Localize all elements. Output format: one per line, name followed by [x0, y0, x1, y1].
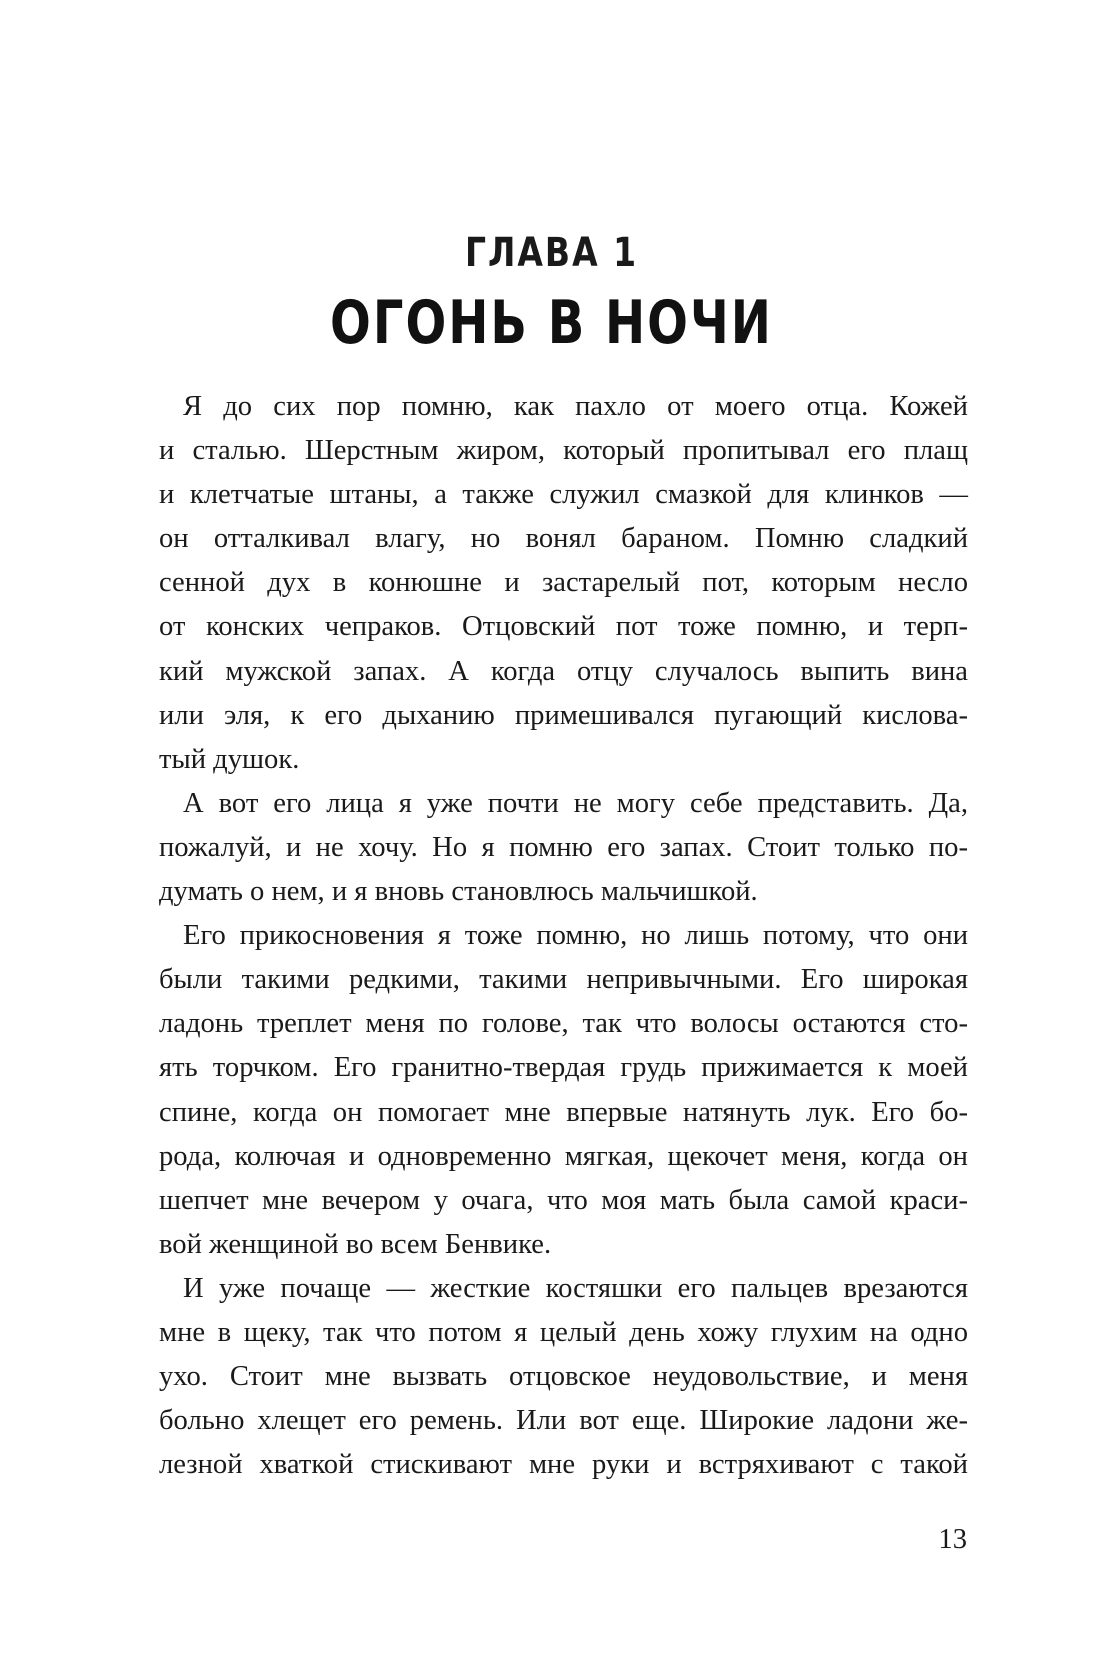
text-line: сенной дух в конюшне и застарелый пот, которым несло: [159, 567, 968, 599]
text-line: были такими редкими, такими непривычными. Его широкая: [159, 964, 968, 996]
text-line: лезной хваткой стискивают мне руки и встряхивают с такой: [159, 1449, 968, 1481]
paragraph: [159, 1267, 968, 1487]
paragraph: [159, 914, 968, 1267]
text-line: больно хлещет его ремень. Или вот еще. Широкие ладони же-: [159, 1405, 968, 1437]
text-line: мне в щеку, так что потом я целый день хожу глухим на одно: [159, 1316, 968, 1348]
text-line: Я до сих пор помню, как пахло от моего отца. Кожей: [183, 391, 968, 422]
body-text: [159, 385, 968, 1487]
text-line: рода, колючая и одновременно мягкая, щекочет меня, когда он: [159, 1140, 968, 1172]
paragraph: [159, 782, 968, 914]
text-line: спине, когда он помогает мне впервые натянуть лук. Его бо-: [159, 1096, 968, 1128]
text-line: тый душок.: [159, 743, 300, 775]
text-line: И уже почаще — жесткие костяшки его пальцев врезаются: [183, 1272, 968, 1304]
text-line: он отталкивал влагу, но вонял бараном. Помню сладкий: [159, 523, 968, 555]
text-line: шепчет мне вечером у очага, что моя мать была самой краси-: [159, 1184, 968, 1216]
text-line: или эля, к его дыханию примешивался пугающий кислова-: [159, 699, 968, 731]
text-line: ять торчком. Его гранитно-твердая грудь прижимается к моей: [159, 1052, 968, 1084]
text-line: вой женщиной во всем Бенвике.: [159, 1228, 552, 1260]
text-line: ухо. Стоит мне вызвать отцовское неудовольствие, и меня: [159, 1361, 968, 1393]
text-line: ладонь треплет меня по голове, так что волосы остаются сто-: [159, 1008, 968, 1040]
text-line: и сталью. Шерстным жиром, который пропитывал его плащ: [159, 435, 968, 467]
text-line: от конских чепраков. Отцовский пот тоже помню, и терп-: [159, 611, 968, 643]
chapter-label: ГЛАВА 1: [464, 228, 639, 276]
text-line: и клетчатые штаны, а также служил смазкой для клинков —: [159, 479, 968, 511]
text-line: думать о нем, и я вновь становлюсь мальчишкой.: [159, 876, 758, 908]
text-line: пожалуй, и не хочу. Но я помню его запах. Стоит только по-: [159, 831, 968, 863]
text-line: А вот его лица я уже почти не могу себе представить. Да,: [183, 787, 968, 819]
text-line: Его прикосновения я тоже помню, но лишь потому, что они: [183, 920, 968, 952]
paragraph: [159, 385, 968, 782]
chapter-title: ОГОНЬ В НОЧИ: [330, 288, 773, 358]
text-line: кий мужской запах. А когда отцу случалось выпить вина: [159, 655, 968, 687]
page-number: 13: [938, 1524, 967, 1555]
